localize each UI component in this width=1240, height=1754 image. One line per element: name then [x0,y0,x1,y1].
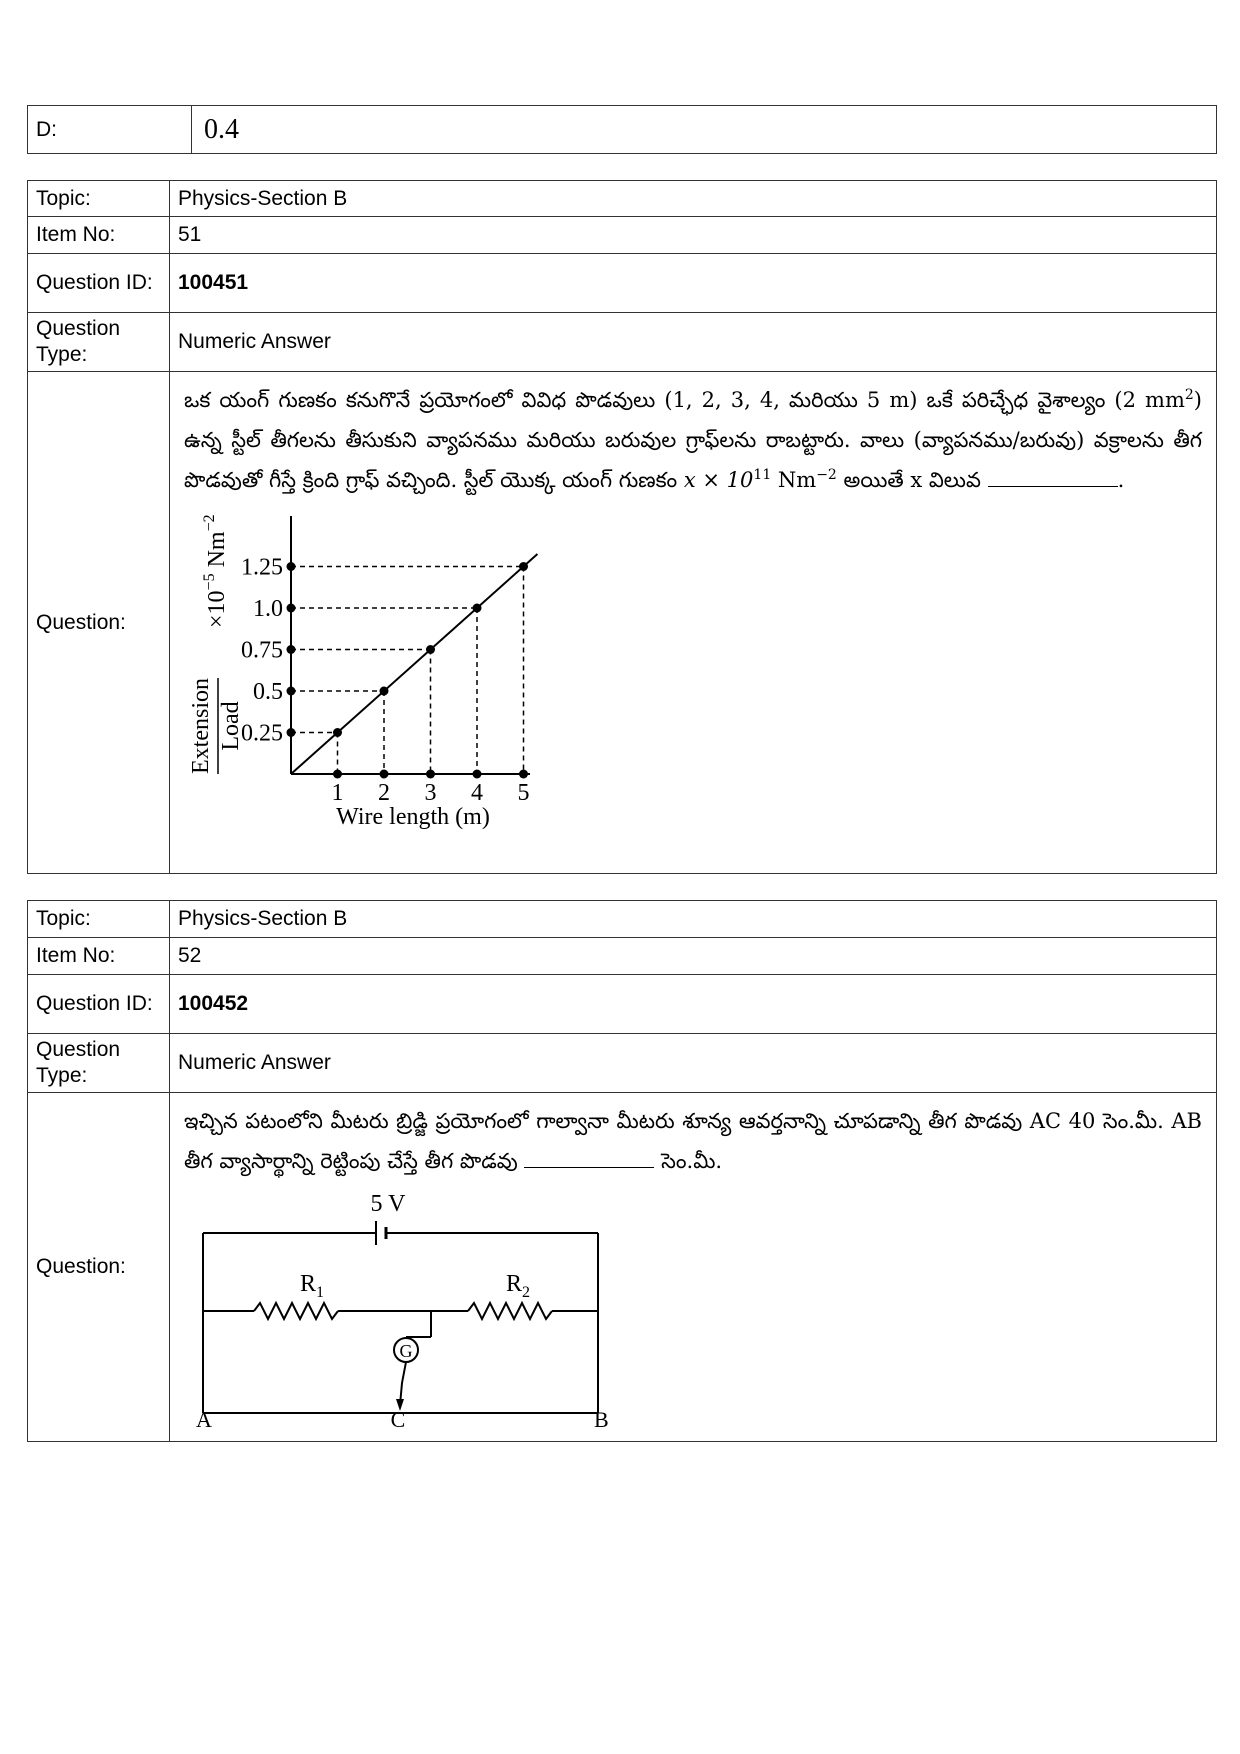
data-point-2 [380,687,389,696]
topic-value: Physics-Section B [170,181,1217,217]
option-value: 0.4 [192,106,1217,154]
y-tick-label-1: 0.25 [241,720,283,747]
point-a-label: A [196,1407,212,1427]
item-no-label: Item No: [28,217,170,254]
question-id-label: Question ID: [28,975,170,1034]
y-tick-dot-3 [287,645,296,654]
topic-value: Physics-Section B [170,901,1217,938]
topic-label: Topic: [28,181,170,217]
answer-blank [988,464,1118,487]
x-tick-dot-2 [380,770,389,779]
item-no-value: 52 [170,938,1217,975]
x-tick-dot-1 [333,770,342,779]
option-label: D: [28,106,192,154]
question-id-label: Question ID: [28,254,170,313]
y-tick-dot-1 [287,728,296,737]
point-b-label: B [594,1407,609,1427]
x-tick-label-3: 3 [424,780,437,806]
svg-text:Extension: Extension [188,678,214,774]
r2-label: $R_2$ [506,1271,531,1301]
svg-text:×10−5Nm−2: $\times 10^{-5}Nm^{-2}$ [201,514,230,628]
y-tick-label-5: 1.25 [241,554,283,581]
svg-text:Load: Load [218,701,244,751]
point-c-label: C [390,1407,406,1427]
previous-option-table [27,105,1217,154]
question-label: Question: [28,372,170,874]
x-tick-label-2: 2 [378,780,390,806]
topic-label: Topic: [28,901,170,938]
data-point-3 [426,645,435,654]
y-tick-label-4: 1.0 [253,596,283,622]
x-tick-dot-4 [473,770,482,779]
question-text: ఒక యంగ్ గుణకం కనుగొనే ప్రయోగంలో వివిధ పొడవులు (1, 2, 3, 4, మరియు 5 m) ఒకే పరిచ్ఛేధ వైశాల్యం (2 $mm^2$) ఉన్న స్టీల్ తీగలను తీసుకుని వ్యాపనము మరియు బరువుల గ్రాఫ్‌లను రాబట్టారు. వాలు (వ్యాపనము/బరువు) వక్రాలను తీగ పొడవుతో గీస్తే క్రింది గ్రాఫ్ వచ్చింది. స్టీల్ యొక్క యంగ్ గుణకం $x \times 10^{11}$ $Nm^{-2}$ అయితే x విలువ . [184,387,1202,492]
question-id-value: 100451 [170,254,1217,313]
question-text: ఇచ్చిన పటంలోని మీటరు బ్రిడ్జి ప్రయోగంలో గాల్వానా మీటరు శూన్య ఆవర్తనాన్ని చూపడాన్ని తీగ పొడవు AC 40 సెం.మీ. AB తీగ వ్యాసార్థాన్ని రెట్టింపు చేస్తే తీగ పొడవు సెం.మీ. [184,1109,1202,1173]
data-point-4 [473,604,482,613]
y-tick-dot-5 [287,562,296,571]
question-52-table [27,900,1217,1442]
y-tick-dot-4 [287,604,296,613]
data-point-1 [333,728,342,737]
item-no-value: 51 [170,217,1217,254]
x-axis-title: Wire length (m) [336,804,490,830]
extension-load-graph [188,508,608,858]
resistor-r2 [468,1303,552,1319]
question-body [170,1093,1217,1442]
x-tick-label-4: 4 [471,780,483,806]
y-tick-label-3: 0.75 [241,637,283,664]
y-axis-title [188,514,244,774]
meter-bridge-circuit [188,1187,648,1427]
question-type-value: Numeric Answer [170,313,1217,372]
data-point-5 [519,562,528,571]
x-tick-label-1: 1 [331,780,344,806]
galvanometer-label: G [399,1341,413,1361]
question-type-label: Question Type: [28,313,170,372]
question-type-label: Question Type: [28,1034,170,1093]
y-tick-label-2: 0.5 [253,679,283,705]
resistor-r1 [254,1303,338,1319]
battery-label: 5 V [370,1191,406,1217]
answer-blank [524,1145,654,1168]
question-type-value: Numeric Answer [170,1034,1217,1093]
series-line [291,554,537,774]
question-id-value: 100452 [170,975,1217,1034]
question-body [170,372,1217,874]
item-no-label: Item No: [28,938,170,975]
y-tick-dot-2 [287,687,296,696]
x-tick-label-5: 5 [517,780,530,806]
r1-label: $R_1$ [300,1271,325,1301]
x-tick-dot-5 [519,770,528,779]
question-51-table [27,180,1217,874]
question-label: Question: [28,1093,170,1442]
x-tick-dot-3 [426,770,435,779]
